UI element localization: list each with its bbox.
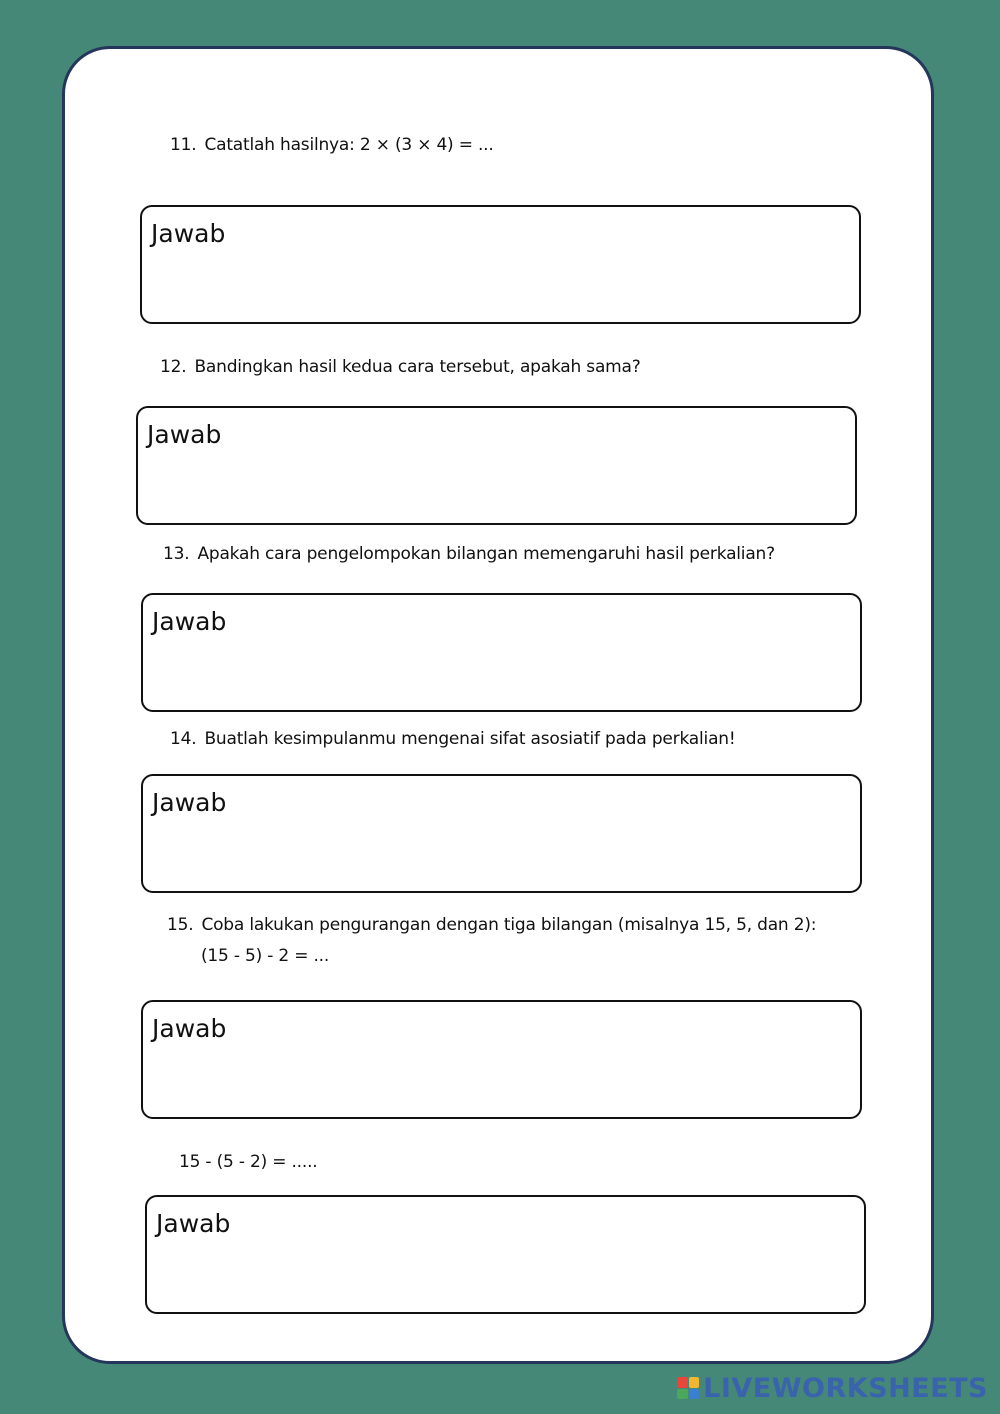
liveworksheets-logo-icon — [677, 1377, 699, 1399]
answer-label: Jawab — [156, 1209, 231, 1238]
question-text: Coba lakukan pengurangan dengan tiga bilangan (misalnya 15, 5, dan 2): — [201, 915, 817, 935]
question-number: 12. — [160, 357, 187, 377]
liveworksheets-logo — [677, 1368, 988, 1408]
question-text: 15 - (5 - 2) = ..... — [179, 1152, 318, 1172]
question-12 — [160, 357, 641, 377]
question-15-part-2 — [179, 1152, 317, 1172]
question-number: 13. — [163, 544, 190, 564]
question-text: Apakah cara pengelompokan bilangan memengaruhi hasil perkalian? — [197, 544, 775, 564]
logo-text: LIVEWORKSHEETS — [703, 1372, 988, 1404]
question-14 — [170, 729, 735, 749]
question-text: Catatlah hasilnya: 2 × (3 × 4) = ... — [204, 135, 494, 155]
answer-box-12[interactable] — [136, 406, 857, 525]
logo-mark-square — [677, 1389, 688, 1400]
answer-box-15b[interactable] — [145, 1195, 866, 1314]
question-number: 14. — [170, 729, 197, 749]
question-text: Bandingkan hasil kedua cara tersebut, apakah sama? — [194, 357, 641, 377]
question-15 — [167, 915, 816, 935]
answer-label: Jawab — [151, 219, 226, 248]
question-text: Buatlah kesimpulanmu mengenai sifat asosiatif pada perkalian! — [204, 729, 736, 749]
question-11 — [170, 135, 494, 155]
question-13 — [163, 544, 775, 564]
answer-label: Jawab — [147, 420, 222, 449]
answer-label: Jawab — [152, 788, 227, 817]
question-subline-text: (15 - 5) - 2 = ... — [201, 946, 330, 966]
answer-box-15a[interactable] — [141, 1000, 862, 1119]
answer-label: Jawab — [152, 607, 227, 636]
logo-mark-square — [689, 1389, 700, 1400]
logo-mark-square — [677, 1377, 688, 1388]
answer-box-11[interactable] — [140, 205, 861, 324]
question-number: 15. — [167, 915, 194, 935]
answer-label: Jawab — [152, 1014, 227, 1043]
answer-box-14[interactable] — [141, 774, 862, 893]
question-15-subline — [201, 946, 329, 966]
answer-box-13[interactable] — [141, 593, 862, 712]
logo-mark-square — [689, 1377, 700, 1388]
question-number: 11. — [170, 135, 197, 155]
worksheet-page — [62, 46, 934, 1364]
